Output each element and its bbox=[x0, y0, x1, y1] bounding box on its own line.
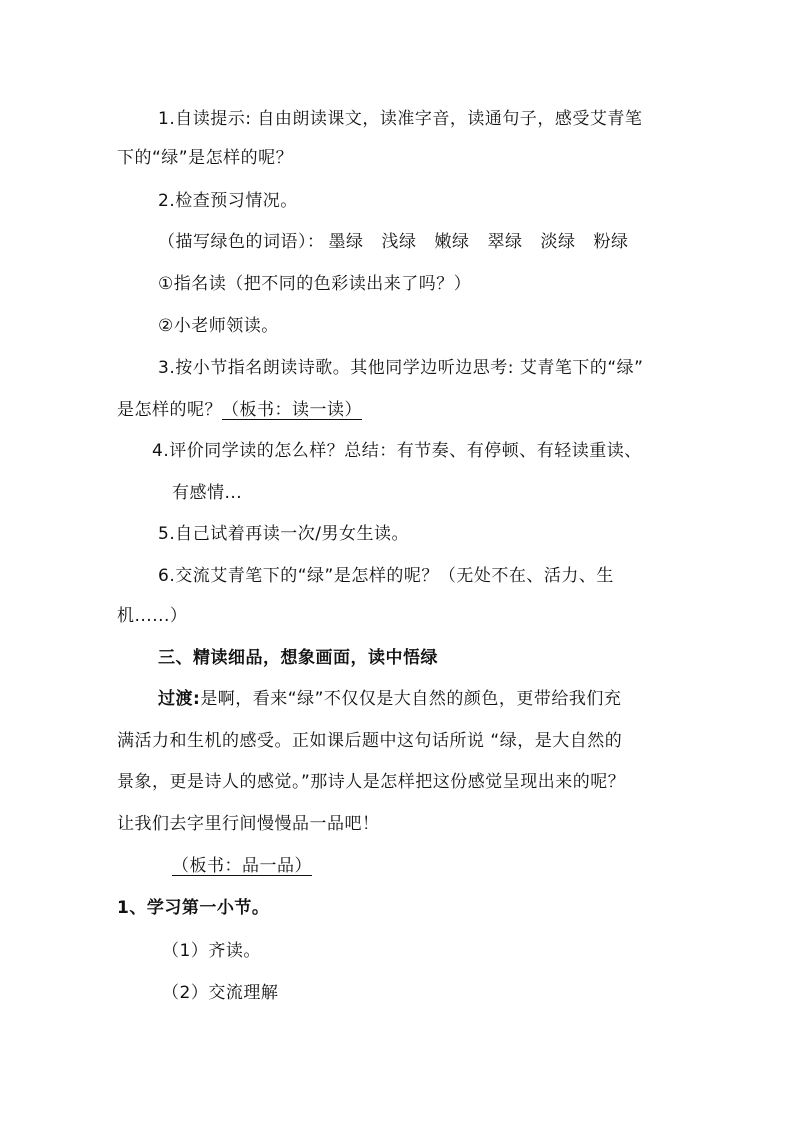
section-3-heading: 三、精读细品，想象画面，读中悟绿 bbox=[158, 648, 438, 668]
sub-item-2: ②小老师领读。 bbox=[158, 316, 279, 336]
green-words-line bbox=[158, 230, 629, 254]
item-3-line-1: 3.按小节指名朗读诗歌。其他同学边听边思考: 艾青笔下的“绿” bbox=[158, 358, 644, 378]
item-3-line-2 bbox=[117, 398, 362, 422]
word-qianlv: 浅绿 bbox=[381, 232, 417, 252]
transition-label: 过渡: bbox=[158, 689, 201, 709]
item-1-line-2: 下的“绿”是怎样的呢？ bbox=[117, 148, 294, 168]
item-4-line-2: 有感情... bbox=[172, 483, 243, 503]
green-words-prefix: （描写绿色的词语）： bbox=[158, 232, 325, 252]
word-fenlv: 粉绿 bbox=[593, 232, 629, 252]
transition-text-1: 是啊，看来“绿”不仅仅是大自然的颜色，更带给我们充 bbox=[200, 689, 622, 709]
transition-line-4: 让我们去字里行间慢慢品一品吧！ bbox=[117, 814, 380, 834]
transition-line-3: 景象，更是诗人的感觉。”那诗人是怎样把这份感觉呈现出来的呢？ bbox=[117, 772, 626, 792]
item-3-text: 是怎样的呢？ bbox=[117, 400, 222, 420]
item-5: 5.自己试着再读一次/男女生读。 bbox=[158, 524, 409, 544]
item-2: 2.检查预习情况。 bbox=[158, 191, 298, 211]
word-nenlv: 嫩绿 bbox=[434, 232, 470, 252]
sub-item-1: ①指名读（把不同的色彩读出来了吗？） bbox=[158, 274, 472, 294]
item-6-line-2: 机......） bbox=[117, 606, 188, 626]
study-step-1: （1）齐读。 bbox=[162, 941, 261, 961]
board-note-taste: （板书：品一品） bbox=[172, 856, 312, 876]
study-section-1-heading: 1、学习第一小节。 bbox=[117, 898, 270, 918]
board-note-read: （板书：读一读） bbox=[222, 400, 362, 420]
word-cuilv: 翠绿 bbox=[487, 232, 523, 252]
study-step-2: （2）交流理解 bbox=[162, 983, 279, 1003]
item-1-line-1: 1.自读提示: 自由朗读课文，读准字音，读通句子，感受艾青笔 bbox=[158, 109, 643, 129]
word-molv: 墨绿 bbox=[328, 232, 364, 252]
transition-line-2: 满活力和生机的感受。正如课后题中这句话所说 “绿，是大自然的 bbox=[117, 731, 623, 751]
item-6-line-1: 6.交流艾青笔下的“绿”是怎样的呢？（无处不在、活力、生 bbox=[158, 566, 614, 586]
transition-line-1 bbox=[158, 687, 621, 711]
item-4-line-1: 4.评价同学读的怎么样？总结：有节奏、有停顿、有轻读重读、 bbox=[152, 441, 642, 461]
word-danlv: 淡绿 bbox=[540, 232, 576, 252]
